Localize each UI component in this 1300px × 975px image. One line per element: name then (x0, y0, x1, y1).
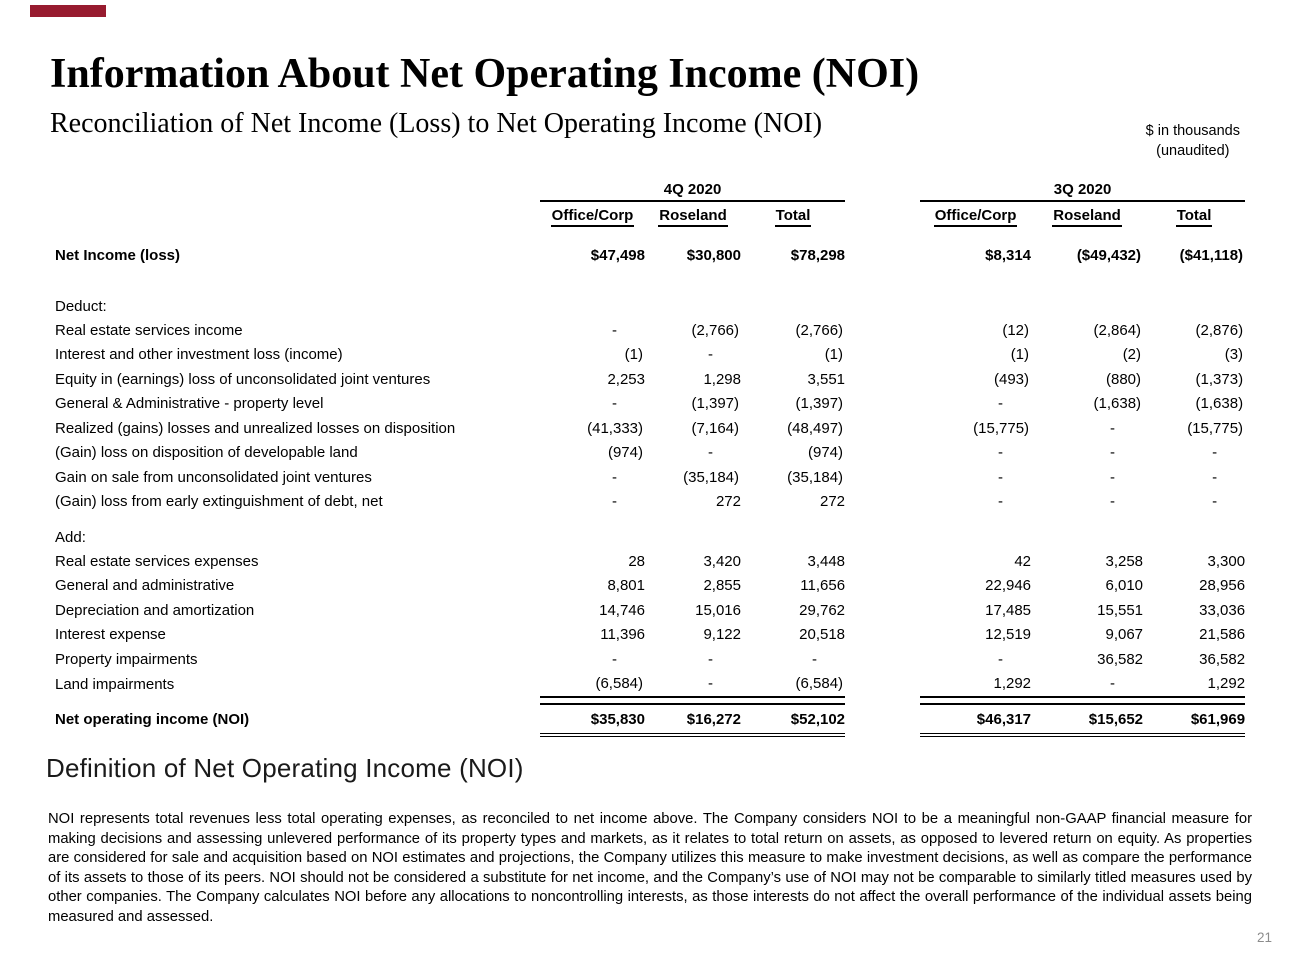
value-cell: - (998, 493, 1004, 511)
value-cell: (2,876) (1195, 321, 1244, 339)
spacer-cell (845, 623, 920, 648)
units-note-thousands: $ in thousands (1145, 123, 1240, 139)
value-cell: $61,969 (1143, 704, 1245, 735)
value-cell: - (1212, 493, 1218, 511)
noi-reconciliation-table (55, 179, 1245, 737)
value-cell: - (708, 444, 713, 462)
value-cell: $52,102 (741, 704, 845, 735)
value-cell: $15,652 (1031, 704, 1143, 735)
value-cell: 11,396 (600, 626, 645, 644)
table-row (55, 574, 1245, 599)
row-label: General & Administrative - property level (55, 395, 324, 413)
table-row (55, 672, 1245, 698)
value-cell: (48,497) (787, 419, 844, 437)
total-top-rule (920, 697, 1245, 704)
value-cell: 33,036 (1199, 601, 1246, 619)
table-row (55, 416, 1245, 441)
total-rule-row (55, 697, 1245, 704)
table-row (55, 549, 1245, 574)
spacer-cell (845, 647, 920, 672)
column-header-label: Total (775, 207, 812, 227)
value-cell: 15,551 (1097, 601, 1144, 619)
value-cell: 36,582 (1199, 650, 1246, 668)
spacer-cell (845, 416, 920, 441)
value-cell: - (1212, 468, 1218, 486)
value-cell: $8,314 (985, 246, 1032, 264)
spacer-cell (55, 179, 540, 201)
value-cell: - (812, 650, 818, 668)
value-cell: (1,397) (795, 395, 844, 413)
value-cell: - (708, 650, 713, 668)
row-label: Interest expense (55, 626, 166, 644)
value-cell: - (612, 395, 617, 413)
table-row (55, 318, 1245, 343)
value-cell: 36,582 (1097, 650, 1144, 668)
value-cell: (1) (624, 346, 643, 364)
value-cell: 272 (715, 493, 741, 511)
value-cell: - (708, 675, 713, 693)
spacer-cell (845, 697, 920, 704)
value-cell: (974) (607, 444, 643, 462)
row-label: Equity in (earnings) loss of unconsolidated joint ventures (55, 370, 431, 388)
value-cell: - (1110, 675, 1116, 693)
value-cell: (6,584) (795, 675, 844, 693)
value-cell: 15,016 (695, 601, 741, 619)
spacer-cell (845, 441, 920, 466)
gap-row (55, 267, 1245, 289)
column-header-label: Office/Corp (551, 207, 635, 227)
spacer-cell (845, 465, 920, 490)
value-cell: - (708, 346, 713, 364)
value-cell: (1,638) (1093, 395, 1142, 413)
deduct-section-label: Deduct: (55, 298, 107, 315)
spacer-cell (845, 574, 920, 599)
value-cell: - (612, 468, 617, 486)
row-label: Net Income (loss) (55, 246, 181, 264)
value-cell: (6,584) (595, 675, 643, 693)
units-note (1146, 121, 1240, 162)
value-cell: $30,800 (686, 246, 741, 264)
value-cell: 20,518 (799, 626, 846, 644)
value-cell: 6,010 (1105, 577, 1144, 595)
value-cell: (35,184) (787, 468, 844, 486)
table-row (55, 598, 1245, 623)
row-label: Land impairments (55, 675, 175, 693)
value-cell: 3,258 (1105, 552, 1144, 570)
spacer-cell (845, 672, 920, 698)
noi-total-row (55, 704, 1245, 735)
value-cell: 1,292 (1207, 675, 1246, 693)
spacer-cell (55, 201, 540, 232)
row-label: (Gain) loss on disposition of developable land (55, 444, 358, 462)
net-income-row (55, 243, 1245, 267)
add-section-row (55, 520, 1245, 549)
value-cell: (974) (808, 444, 844, 462)
value-cell: 17,485 (985, 601, 1032, 619)
value-cell: 8,801 (607, 577, 645, 595)
spacer-cell (845, 392, 920, 417)
table-row (55, 343, 1245, 368)
value-cell: - (998, 650, 1004, 668)
row-label: (Gain) loss from early extinguishment of debt, net (55, 493, 383, 511)
gap-cell (55, 232, 1245, 243)
value-cell: 14,746 (599, 601, 645, 619)
table-row (55, 623, 1245, 648)
table-row (55, 392, 1245, 417)
table-group-header-row (55, 179, 1245, 201)
value-cell: - (1110, 493, 1116, 511)
column-header (920, 201, 1031, 232)
value-cell: ($49,432) (1076, 246, 1142, 264)
column-header-label: Roseland (1052, 207, 1122, 227)
value-cell: 21,586 (1199, 626, 1246, 644)
value-cell: $35,830 (540, 704, 645, 735)
value-cell: 3,448 (807, 552, 846, 570)
table-row (55, 465, 1245, 490)
value-cell: (41,333) (587, 419, 643, 437)
row-label: Real estate services expenses (55, 552, 259, 570)
deduct-section-row (55, 289, 1245, 318)
value-cell: 272 (820, 493, 846, 511)
table-row (55, 441, 1245, 466)
value-cell: - (998, 444, 1004, 462)
spacer-cell (845, 490, 920, 515)
brand-accent-bar (30, 5, 106, 17)
value-cell: (2,766) (691, 321, 739, 339)
spacer-cell (845, 179, 920, 201)
spacer-cell (845, 704, 920, 735)
value-cell: 9,122 (703, 626, 741, 644)
table-row (55, 490, 1245, 515)
value-cell: $78,298 (790, 246, 846, 264)
row-label: Realized (gains) losses and unrealized losses on disposition (55, 419, 456, 437)
definition-body: NOI represents total revenues less total operating expenses, as reconciled to net income above. The Company considers NOI to be a meaningful non-GAAP financial measure for making decisions and assessing unlevered performance of its property types and markets, as it relates to total return on assets, as opposed to levered return on equity. As properties are considered for sale and acquisition based on NOI estimates and projections, the Company utilizes this measure to make investment decisions, as well as compare the performance of its assets to those of its peers. NOI should not be considered a substitute for net income, and the Company’s use of NOI may not be comparable to similarly titled measures used by other companies. The Company calculates NOI before any allocations to noncontrolling interests, as those interests do not affect the overall performance of the individual assets being measured and assessed. (48, 811, 1252, 925)
column-header (1031, 201, 1143, 232)
value-cell: 9,067 (1105, 626, 1144, 644)
value-cell: 2,855 (703, 577, 741, 595)
gap-cell (55, 267, 1245, 289)
value-cell: $46,317 (920, 704, 1031, 735)
column-header-label: Roseland (658, 207, 728, 227)
value-cell: - (1110, 468, 1116, 486)
value-cell: - (998, 395, 1004, 413)
value-cell: $16,272 (645, 704, 741, 735)
spacer-cell (845, 243, 920, 267)
spacer-cell (845, 549, 920, 574)
value-cell: (35,184) (683, 468, 739, 486)
spacer-cell (845, 343, 920, 368)
total-top-rule (540, 697, 845, 704)
table-row (55, 647, 1245, 672)
value-cell: (880) (1106, 370, 1142, 388)
value-cell: - (1212, 444, 1218, 462)
value-cell: (15,775) (973, 419, 1030, 437)
value-cell: (2,766) (795, 321, 844, 339)
value-cell: 2,253 (607, 370, 645, 388)
page-number: 21 (1256, 930, 1272, 945)
page-title: Information About Net Operating Income (NOI) (50, 51, 920, 97)
value-cell: (1) (824, 346, 844, 364)
row-label: Real estate services income (55, 321, 243, 339)
value-cell: - (1110, 419, 1116, 437)
row-label: Depreciation and amortization (55, 601, 255, 619)
value-cell: - (998, 468, 1004, 486)
value-cell: - (612, 493, 617, 511)
value-cell: (2) (1122, 346, 1142, 364)
value-cell: 11,656 (800, 577, 846, 595)
spacer-cell (845, 318, 920, 343)
value-cell: (1,373) (1195, 370, 1244, 388)
value-cell: 12,519 (985, 626, 1032, 644)
row-label: Gain on sale from unconsolidated joint ventures (55, 468, 372, 486)
value-cell: (493) (994, 370, 1030, 388)
value-cell: (7,164) (691, 419, 739, 437)
group-header-4q2020: 4Q 2020 (540, 179, 845, 201)
group-header-3q2020: 3Q 2020 (920, 179, 1245, 201)
table-row (55, 367, 1245, 392)
row-label: Net operating income (NOI) (55, 711, 250, 728)
page-subtitle: Reconciliation of Net Income (Loss) to Net Operating Income (NOI) (50, 108, 823, 139)
value-cell: (12) (1002, 321, 1030, 339)
value-cell: (15,775) (1187, 419, 1244, 437)
value-cell: 28,956 (1199, 577, 1246, 595)
value-cell: - (612, 650, 617, 668)
value-cell: ($41,118) (1179, 246, 1244, 264)
value-cell: 42 (1014, 552, 1032, 570)
value-cell: (1,397) (691, 395, 739, 413)
value-cell: 3,420 (703, 552, 741, 570)
value-cell: (1,638) (1195, 395, 1244, 413)
table-column-header-row (55, 201, 1245, 232)
spacer-cell (845, 201, 920, 232)
column-header-label: Total (1176, 207, 1213, 227)
value-cell: 29,762 (799, 601, 846, 619)
column-header (1143, 201, 1245, 232)
column-header-label: Office/Corp (934, 207, 1018, 227)
row-label: General and administrative (55, 577, 235, 595)
column-header (741, 201, 845, 232)
spacer-cell (55, 697, 540, 704)
value-cell: $47,498 (590, 246, 645, 264)
units-note-unaudited: (unaudited) (1156, 143, 1230, 160)
value-cell: 1,298 (703, 370, 741, 388)
value-cell: 1,292 (993, 675, 1032, 693)
add-section-label: Add: (55, 529, 86, 546)
value-cell: 3,551 (807, 370, 846, 388)
value-cell: - (1110, 444, 1116, 462)
value-cell: 22,946 (985, 577, 1032, 595)
spacer-cell (845, 598, 920, 623)
value-cell: (3) (1224, 346, 1244, 364)
row-label: Interest and other investment loss (income) (55, 346, 343, 364)
value-cell: 3,300 (1207, 552, 1246, 570)
spacer-cell (845, 367, 920, 392)
value-cell: - (612, 321, 617, 339)
definition-heading: Definition of Net Operating Income (NOI) (46, 753, 524, 783)
value-cell: (1) (1010, 346, 1030, 364)
row-label: Property impairments (55, 650, 198, 668)
value-cell: 28 (628, 552, 645, 570)
value-cell: (2,864) (1093, 321, 1142, 339)
column-header (540, 201, 645, 232)
column-header (645, 201, 741, 232)
gap-row (55, 232, 1245, 243)
